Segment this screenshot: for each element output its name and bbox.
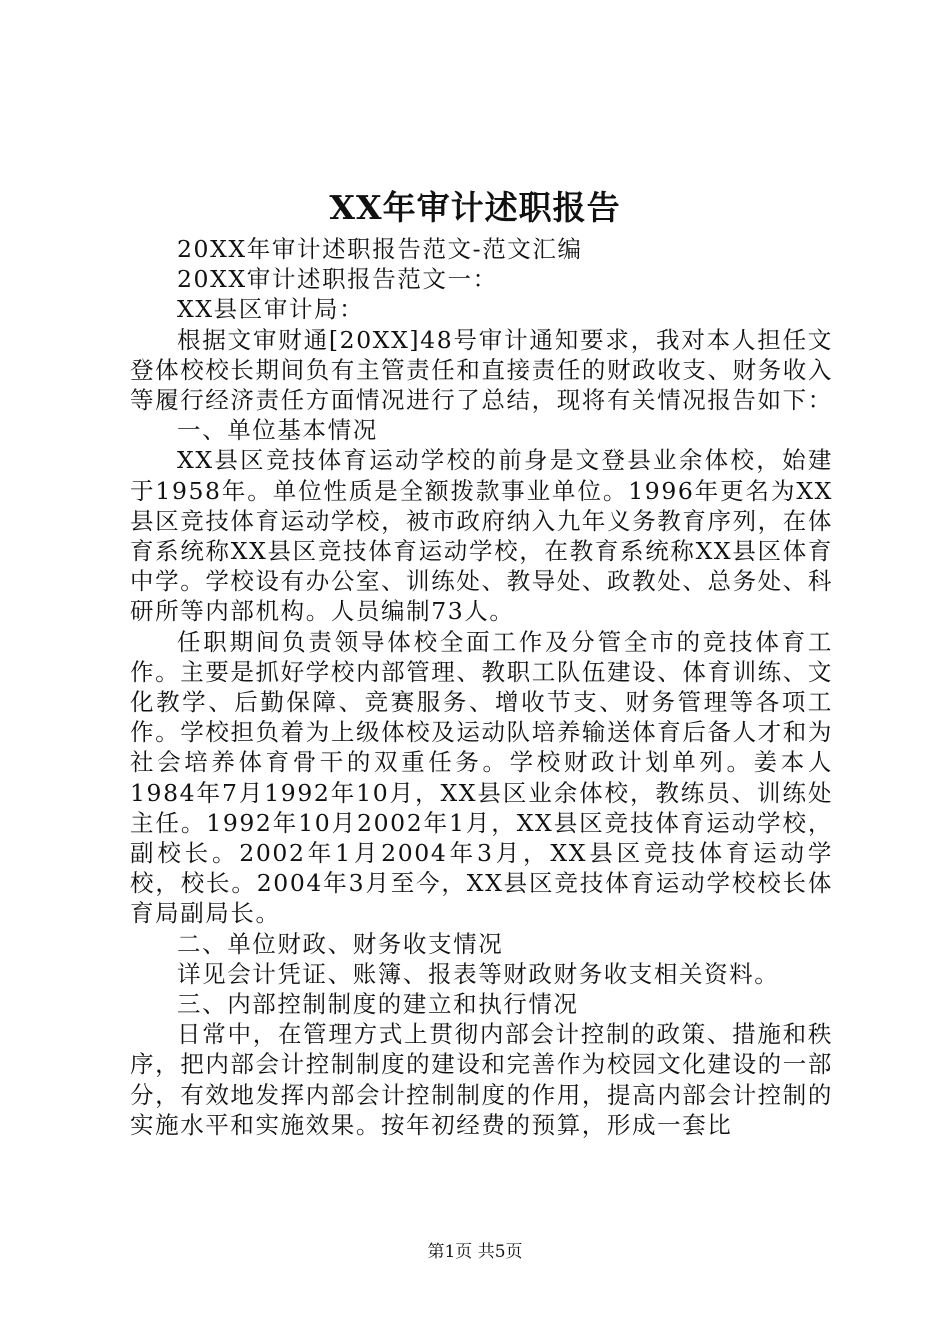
paragraph: XX县区审计局：: [177, 295, 365, 324]
paragraph: 日常中，在管理方式上贯彻内部会计控制的政策、措施和秩序，把内部会计控制制度的建设和完善作为校园文化建设的一部分，有效地发挥内部会计控制制度的作用，提高内部会计控制的实施水平和实施效果。按年初经费的预算，形成一套比: [130, 1020, 833, 1139]
paragraph: 任职期间负责领导体校全面工作及分管全市的竞技体育工作。主要是抓好学校内部管理、教职工队伍建设、体育训练、文化教学、后勤保障、竞赛服务、增收节支、财务管理等各项工作。学校担负着为上级体校及运动队培养输送体育后备人才和为社会培养体育骨干的双重任务。学校财政计划单列。姜本人1984年7月1992年10月，XX县区业余体校，教练员、训练处主任。1992年10月2002年1月，XX县区竞技体育运动学校，副校长。2002年1月2004年3月，XX县区竞技体育运动学校，校长。2004年3月至今，XX县区竞技体育运动学校校长体育局副局长。: [130, 627, 833, 928]
document-body: [130, 234, 833, 1140]
section-heading: 一、单位基本情况: [177, 416, 378, 445]
section-heading: 二、单位财政、财务收支情况: [177, 929, 504, 958]
page-number: 第1页 共5页: [427, 1242, 523, 1262]
paragraph: 根据文审财通[20XX]48号审计通知要求，我对本人担任文登体校校长期间负有主管责任和直接责任的财政收支、财务收入等履行经济责任方面情况进行了总结，现将有关情况报告如下：: [130, 325, 833, 415]
section-heading: 三、内部控制制度的建立和执行情况: [177, 990, 579, 1019]
paragraph: 20XX年审计述职报告范文-范文汇编: [177, 235, 583, 263]
paragraph: 20XX审计述职报告范文一：: [177, 265, 498, 294]
paragraph: 详见会计凭证、账簿、报表等财政财务收支相关资料。: [177, 959, 780, 988]
paragraph: XX县区竞技体育运动学校的前身是文登县业余体校，始建于1958年。单位性质是全额拨款事业单位。1996年更名为XX县区竞技体育运动学校，被市政府纳入九年义务教育序列，在体育系统称XX县区竞技体育运动学校，在教育系统称XX县区体育中学。学校设有办公室、训练处、教导处、政教处、总务处、科研所等内部机构。人员编制73人。: [130, 446, 833, 626]
document-title: XX年审计述职报告: [329, 188, 621, 227]
